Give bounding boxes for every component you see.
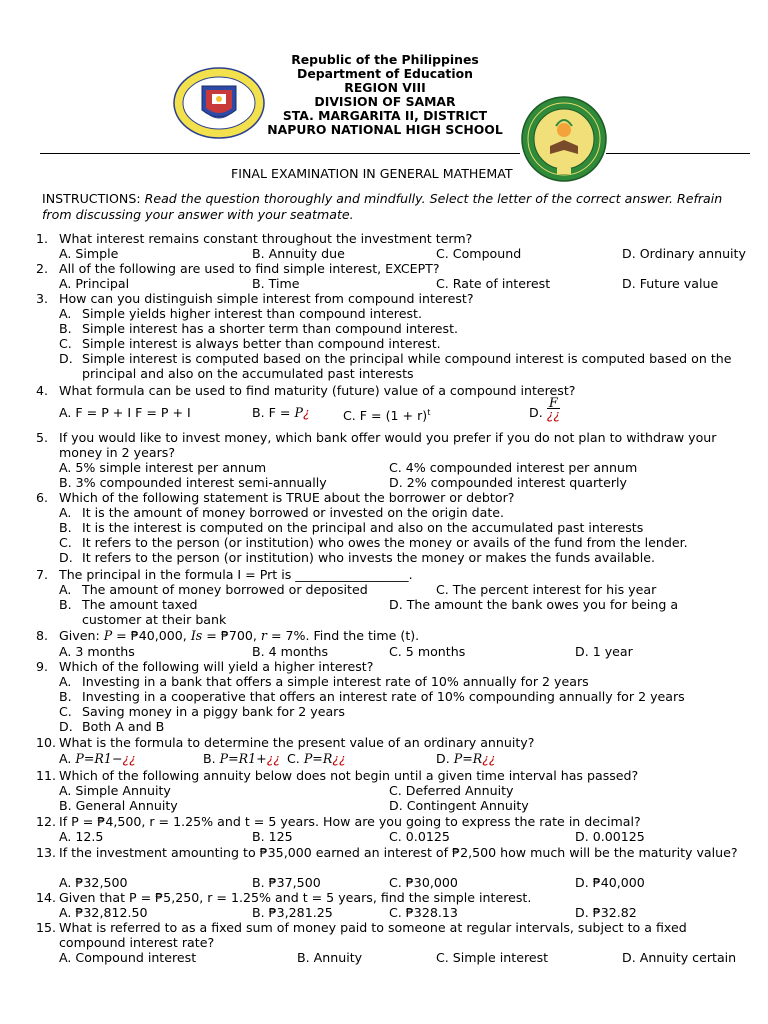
choice-c: C. Deferred Annuity (389, 783, 514, 798)
choice-c: C. Simple interest (436, 950, 549, 965)
question-text: What interest remains constant throughout the investment term? (59, 231, 473, 246)
question-number: 10. (36, 735, 57, 750)
choice-b: B. 4 months (252, 644, 329, 659)
header-line-school: NAPURO NATIONAL HIGH SCHOOL (267, 122, 503, 137)
choice-d: D. The amount the bank owes you for being a (389, 597, 679, 612)
choice-c: C. 5 months (389, 644, 466, 659)
question-text: The principal in the formula I = Prt is __________________. (59, 567, 413, 582)
choice-a: A. 5% simple interest per annum (59, 460, 267, 475)
choice-b: The amount taxed (82, 597, 198, 612)
choice-b-letter: B. (59, 520, 72, 535)
choice-d: It refers to the person (or institution) who invests the money or makes the funds available. (82, 550, 656, 565)
choice-b: B. Annuity (297, 950, 363, 965)
choice-c-letter: C. (59, 336, 72, 351)
choice-a: A. Simple (59, 246, 119, 261)
question-text: Given that P = ₱5,250, r = 1.25% and t = 5 years, find the simple interest. (59, 890, 532, 905)
header-line-republic: Republic of the Philippines (291, 52, 479, 67)
choice-d-letter: D. (59, 351, 73, 366)
choice-b: Investing in a cooperative that offers an interest rate of 10% compounding annually for 2 years (82, 689, 685, 704)
choice-c-letter: C. (59, 704, 72, 719)
header-line-region: REGION VIII (344, 80, 426, 95)
choice-a: Investing in a bank that offers a simple interest rate of 10% annually for 2 years (82, 674, 589, 689)
question-number: 4. (36, 383, 49, 398)
choice-d: Simple interest is computed based on the principal while compound interest is computed based on the principal and also on the accumulated past interests (82, 351, 732, 381)
choice-b: Simple interest has a shorter term than compound interest. (82, 321, 459, 336)
choice-c: C. 0.0125 (389, 829, 450, 844)
choice-d: D. Contingent Annuity (389, 798, 529, 813)
choice-a: A. Principal (59, 276, 130, 291)
exam-title: FINAL EXAMINATION IN GENERAL MATHEMAT (231, 166, 513, 181)
choice-d-letter: D. (59, 550, 73, 565)
choice-c: C. 4% compounded interest per annum (389, 460, 638, 475)
header-line-department: Department of Education (297, 66, 473, 81)
choice-b-letter: B. (59, 597, 72, 612)
choice-d: D. 1 year (575, 644, 633, 659)
question-number: 1. (36, 231, 49, 246)
choice-a-letter: A. (59, 582, 72, 597)
question-text: Which of the following will yield a higher interest? (59, 659, 374, 674)
choice-b-letter: B. (59, 321, 72, 336)
header-line-division: DIVISION OF SAMAR (314, 94, 456, 109)
question-number: 2. (36, 261, 49, 276)
choice-d: D. 0.00125 (575, 829, 645, 844)
instructions-text: Read the question thoroughly and mindfully. Select the letter of the correct answer. Refrain from discussing your answer with your seatmate. (42, 191, 723, 222)
question-text: Which of the following annuity below does not begin until a given time interval has passed? (59, 768, 639, 783)
choice-b: B. Time (252, 276, 300, 291)
choice-a-letter: A. (59, 674, 72, 689)
choice-b: B. ₱3,281.25 (252, 905, 333, 920)
instructions (42, 191, 754, 222)
choice-b: It is the interest is computed on the principal and also on the accumulated past interests (82, 520, 644, 535)
choice-c: Saving money in a piggy bank for 2 years (82, 704, 345, 719)
question-text: What is the formula to determine the present value of an ordinary annuity? (59, 735, 535, 750)
question-number: 7. (36, 567, 49, 582)
choice-c: C. Rate of interest (436, 276, 551, 291)
choice-a: A. Compound interest (59, 950, 197, 965)
question-text: If the investment amounting to ₱35,000 earned an interest of ₱2,500 how much will be the maturity value? (59, 845, 738, 860)
choice-c: Simple interest is always better than compound interest. (82, 336, 441, 351)
choice-a: A. 12.5 (59, 829, 104, 844)
question-number: 9. (36, 659, 49, 674)
choice-c: C. ₱328.13 (389, 905, 458, 920)
header-divider-left (40, 153, 520, 154)
choice-a: Simple yields higher interest than compound interest. (82, 306, 422, 321)
question-text: All of the following are used to find simple interest, EXCEPT? (59, 261, 440, 276)
question-number: 3. (36, 291, 49, 306)
question-text: How can you distinguish simple interest from compound interest? (59, 291, 474, 306)
choice-c: C. The percent interest for his year (436, 582, 657, 597)
choice-c: C. $F = (1 + r)^t$ (343, 408, 431, 424)
question-text: If you would like to invest money, which bank offer would you prefer if you do not plan to withdraw your money in 2 years? (59, 430, 717, 461)
choice-d: Both A and B (82, 719, 165, 734)
choice-b-letter: B. (59, 689, 72, 704)
question-number: 8. (36, 628, 49, 643)
choice-b: B. 125 (252, 829, 293, 844)
letterhead (250, 53, 520, 137)
choice-b: B. F = P¿ (252, 405, 310, 420)
choice-a: A. ₱32,500 (59, 875, 128, 890)
instructions-label: INSTRUCTIONS: (42, 191, 141, 206)
question-text: What formula can be used to find maturity (future) value of a compound interest? (59, 383, 576, 398)
choice-d: D. ₱40,000 (575, 875, 645, 890)
choice-a: A. Simple Annuity (59, 783, 171, 798)
question-text: Which of the following statement is TRUE about the borrower or debtor? (59, 490, 515, 505)
header-line-district: STA. MARGARITA II, DISTRICT (282, 108, 488, 123)
choice-b-continuation: customer at their bank (82, 612, 227, 627)
choice-a: It is the amount of money borrowed or invested on the origin date. (82, 505, 505, 520)
choice-d: D. P=R¿¿ (436, 751, 496, 766)
header-divider-right (606, 153, 750, 154)
choice-b: B. P=R1+¿¿ (203, 751, 281, 766)
question-number: 11. (36, 768, 57, 783)
question-text: What is referred to as a fixed sum of money paid to someone at regular intervals, subject to a fixed compound interest rate? (59, 920, 687, 951)
choice-a: A. 3 months (59, 644, 135, 659)
choice-a: A. ₱32,812.50 (59, 905, 148, 920)
question-text: Given: P = ₱40,000, Is = ₱700, r = 7%. Find the time (t). (59, 628, 420, 643)
choice-b: B. General Annuity (59, 798, 178, 813)
question-number: 14. (36, 890, 57, 905)
choice-c: C. P=R¿¿ (287, 751, 346, 766)
question-number: 6. (36, 490, 49, 505)
choice-d: D. 2% compounded interest quarterly (389, 475, 627, 490)
question-number: 13. (36, 845, 57, 860)
question-text: If P = ₱4,500, r = 1.25% and t = 5 years. How are you going to express the rate in decimal? (59, 814, 641, 829)
choice-d: D. Future value (622, 276, 719, 291)
choice-a-letter: A. (59, 306, 72, 321)
choice-a: The amount of money borrowed or deposited (82, 582, 368, 597)
choice-a-letter: A. (59, 505, 72, 520)
choice-d: D. ₱32.82 (575, 905, 637, 920)
choice-d: D. F ¿¿ (529, 395, 561, 422)
school-seal-logo (518, 96, 610, 182)
choice-d-letter: D. (59, 719, 73, 734)
choice-d: D. Ordinary annuity (622, 246, 746, 261)
question-number: 5. (36, 430, 49, 445)
choice-a: A. P=R1−¿¿ (59, 751, 136, 766)
choice-b: B. 3% compounded interest semi-annually (59, 475, 327, 490)
choice-c: C. ₱30,000 (389, 875, 458, 890)
choice-b: B. ₱37,500 (252, 875, 321, 890)
question-number: 12. (36, 814, 57, 829)
choice-c: It refers to the person (or institution) who owes the money or avails of the fund from the lender. (82, 535, 688, 550)
choice-a: A. F = P + I F = P + I (59, 405, 191, 420)
question-number: 15. (36, 920, 57, 935)
choice-d: D. Annuity certain (622, 950, 737, 965)
choice-b: B. Annuity due (252, 246, 345, 261)
choice-c: C. Compound (436, 246, 522, 261)
choice-c-letter: C. (59, 535, 72, 550)
